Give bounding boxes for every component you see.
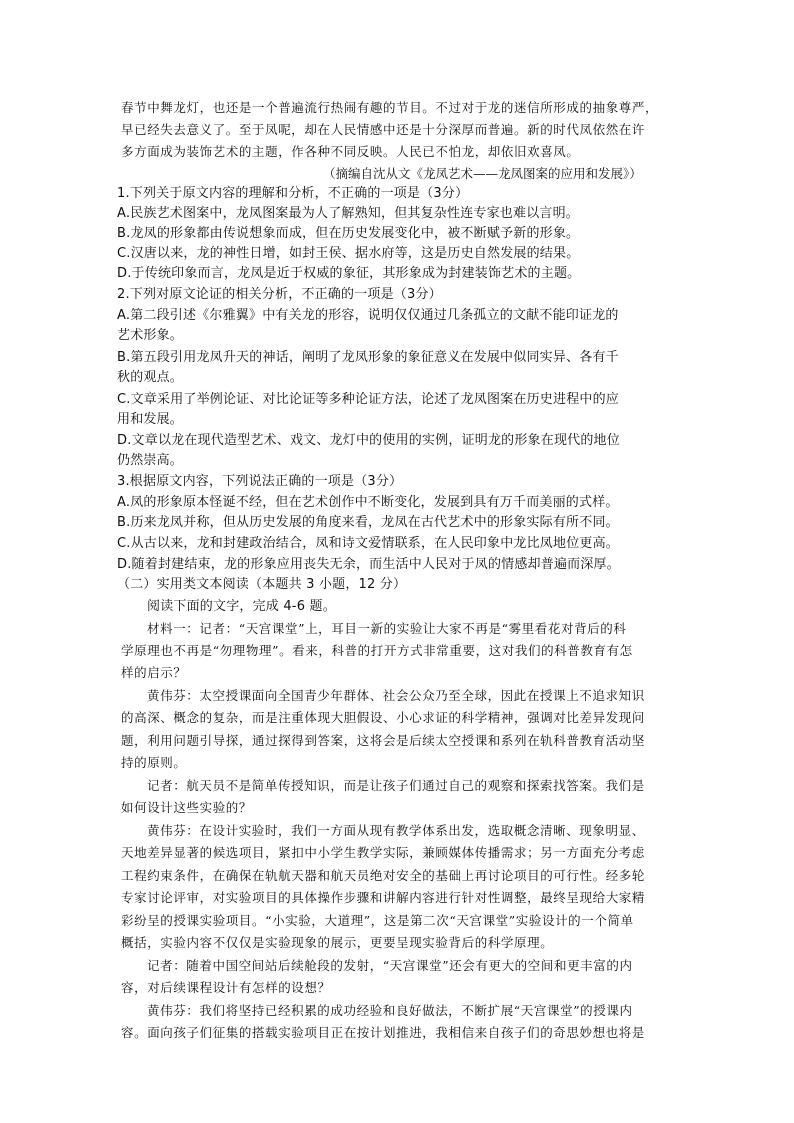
question-1-option-c: C.汉唐以来，龙的神性日增，如封王侯、据水府等，这是历史自然发展的结果。 bbox=[117, 246, 580, 261]
interview-line: 持的原则。 bbox=[121, 755, 187, 770]
interview-line: 的高深、概念的复杂，而是注重体现大胆假设、小心求证的科学精神，强调对比差异发现问 bbox=[121, 710, 646, 725]
question-2-option-c: C.文章采用了举例论证、对比论证等多种论证方法，论述了龙凤图案在历史进程中的应 bbox=[117, 392, 620, 407]
interview-line: 记者：航天员不是简单传授知识，而是让孩子们通过自己的观察和探索找答案。我们是 bbox=[147, 778, 645, 793]
interview-line: 彩纷呈的授课实验项目。“小实验，大道理”，这是第二次“天宫课堂”实验设计的一个简单 bbox=[121, 913, 634, 928]
question-3-option-d: D.随着封建结束，龙的形象应用丧失无余，而生活中人民对于凤的情感却普遍而深厚。 bbox=[117, 557, 620, 572]
question-1-option-a: A.民族艺术图案中，龙凤图案最为人了解熟知，但其复杂性连专家也难以言明。 bbox=[117, 206, 579, 221]
interview-line: 题，利用问题引导探，通过探得到答案，这将会是后续太空授课和系列在轨科普教育活动坚 bbox=[121, 733, 646, 748]
interview-line: 黄伟芬：我们将坚持已经积累的成功经验和良好做法，不断扩展“天宫课堂”的授课内 bbox=[147, 1003, 633, 1018]
source-note: （摘编自沈从文《龙凤艺术——龙凤图案的应用和发展》） bbox=[323, 166, 642, 181]
question-2-option-b-cont: 秋的观点。 bbox=[117, 370, 184, 385]
question-3-option-c: C.从古以来，龙和封建政治结合，凤和诗文爱情联系，在人民印象中龙比凤地位更高。 bbox=[117, 536, 620, 551]
question-2-option-d: D.文章以龙在现代造型艺术、戏文、龙灯中的使用的实例，证明龙的形象在现代的地位 bbox=[117, 433, 620, 448]
interview-line: 天地差异显著的候选项目，紧扣中小学生教学实际，兼顾媒体传播需求；另一方面充分考虑 bbox=[121, 845, 646, 860]
question-2-option-a-cont: 艺术形象。 bbox=[117, 328, 184, 343]
interview-line: 黄伟芬：在设计实验时，我们一方面从现有教学体系出发，选取概念清晰、现象明显、 bbox=[147, 823, 645, 838]
question-3-option-a: A.凤的形象原本怪诞不经，但在艺术创作中不断变化，发展到具有万千而美丽的式样。 bbox=[117, 495, 619, 510]
interview-line: 容，对后续课程设计有怎样的设想？ bbox=[121, 980, 331, 995]
question-2-option-c-cont: 用和发展。 bbox=[117, 412, 184, 427]
interview-line: 容。面向孩子们征集的搭载实验项目正在按计划推进，我相信来自孩子们的奇思妙想也将是 bbox=[121, 1025, 646, 1040]
question-2-option-d-cont: 仍然崇高。 bbox=[117, 453, 184, 468]
interview-line: 记者：随着中国空间站后续舱段的发射，“天宫课堂”还会有更大的空间和更丰富的内 bbox=[147, 958, 633, 973]
question-3-stem: 3.根据原文内容，下列说法正确的一项是（3分） bbox=[117, 474, 403, 489]
passage-line: 春节中舞龙灯，也还是一个普遍流行热闹有趣的节目。不过对于龙的迷信所形成的抽象尊严， bbox=[121, 100, 659, 115]
passage-line: 早已经失去意义了。至于凤呢，却在人民情感中还是十分深厚而普遍。新的时代凤依然在许 bbox=[121, 122, 646, 137]
interview-line: 如何设计这些实验的？ bbox=[121, 800, 253, 815]
question-2-option-a: A.第二段引述《尔雅翼》中有关龙的形容，说明仅仅通过几条孤立的文献不能印证龙的 bbox=[117, 308, 619, 323]
passage-line: 多方面成为装饰艺术的主题，作各种不同反映。人民已不怕龙，却依旧欢喜凤。 bbox=[121, 144, 580, 159]
interview-line: 工程约束条件，在确保在轨航天器和航天员绝对安全的基础上再讨论项目的可行性。经多轮 bbox=[121, 868, 646, 883]
question-3-option-b: B.历来龙凤并称，但从历史发展的角度来看，龙凤在古代艺术中的形象实际有所不同。 bbox=[117, 515, 619, 530]
question-1-option-d: D.于传统印象而言，龙凤是近于权威的象征，其形象成为封建装饰艺术的主题。 bbox=[117, 266, 581, 281]
interview-line: 学原理也不再是“勿理物理”。看来，科普的打开方式非常重要，这对我们的科普教育有怎 bbox=[121, 643, 633, 658]
question-1-stem: 1.下列关于原文内容的理解和分析，不正确的一项是（3分） bbox=[117, 186, 469, 201]
question-2-stem: 2.下列对原文论证的相关分析，不正确的一项是（3分） bbox=[117, 287, 442, 302]
question-1-option-b: B.龙凤的形象都由传说想象而成，但在历史发展变化中，被不断赋予新的形象。 bbox=[117, 226, 580, 241]
interview-line: 概括，实验内容不仅仅是实验现象的展示，更要呈现实验背后的科学原理。 bbox=[121, 935, 554, 950]
section-heading: （二）实用类文本阅读（本题共 3 小题，12 分） bbox=[117, 577, 407, 592]
interview-line: 专家讨论评审，对实验项目的具体操作步骤和讲解内容进行针对性调整，最终呈现给大家精 bbox=[121, 890, 646, 905]
interview-line: 黄伟芬：太空授课面向全国青少年群体、社会公众乃至全球，因此在授课上不追求知识 bbox=[147, 688, 645, 703]
interview-line: 样的启示？ bbox=[121, 665, 187, 680]
question-2-option-b: B.第五段引用龙凤升天的神话，阐明了龙凤形象的象征意义在发展中似同实异、各有千 bbox=[117, 350, 619, 365]
interview-line: 材料一：记者：“天宫课堂”上，耳目一新的实验让大家不再是“雾里看花对背后的科 bbox=[147, 621, 627, 636]
section-instruction: 阅读下面的文字，完成 4-6 题。 bbox=[147, 599, 336, 614]
